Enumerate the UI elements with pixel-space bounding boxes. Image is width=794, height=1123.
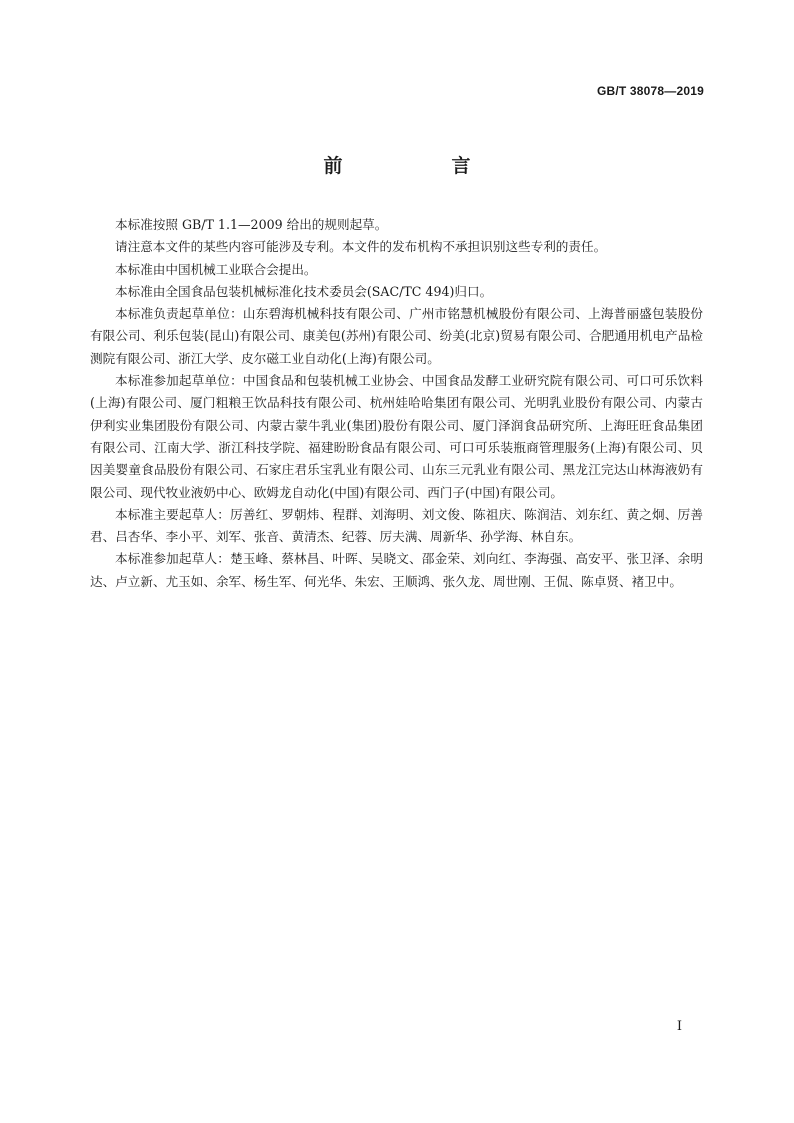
paragraph-participating-drafters: 本标准参加起草人：楚玉峰、蔡林昌、叶晖、吴晓文、邵金荣、刘向红、李海强、高安平、张卫泽、余明达、卢立新、尤玉如、余军、杨生军、何光华、朱宏、王顺鸿、张久龙、周世刚、王侃、陈卓贤、褚卫中。 (90, 551, 703, 589)
paragraph-patent-notice: 请注意本文件的某些内容可能涉及专利。本文件的发布机构不承担识别这些专利的责任。 (115, 239, 607, 255)
page-title: 前 言 (323, 155, 516, 177)
page-number: I (676, 1019, 682, 1034)
paragraph-main-drafters: 本标准主要起草人：厉善红、罗朝炜、程群、刘海明、刘文俊、陈祖庆、陈润洁、刘东红、黄之炯、厉善君、吕杏华、李小平、刘军、张音、黄清杰、纪蓉、厉夫满、周新华、孙学海、林自东。 (90, 506, 703, 545)
paragraph-participating-drafting-units: 本标准参加起草单位：中国食品和包装机械工业协会、中国食品发酵工业研究院有限公司、可口可乐饮料(上海)有限公司、厦门粗粮王饮品科技有限公司、杭州娃哈哈集团有限公司、光明乳业股份有限公司、内蒙古伊利实业集团股份有限公司、内蒙古蒙牛乳业(集团)股份有限公司、厦门泽润食品研究所、上海旺旺食品集团有限公司、江南大学、浙江科技学院、福建盼盼食品有限公司、可口可乐装瓶商管理服务(上海)有限公司、贝因美婴童食品股份有限公司、石家庄君乐宝乳业有限公司、山东三元乳业有限公司、黑龙江完达山林海液奶有限公司、现代牧业液奶中心、欧姆龙自动化(中国)有限公司、西门子(中国)有限公司。 (90, 373, 703, 500)
foreword-body (90, 214, 703, 593)
paragraph-committee: 本标准由全国食品包装机械标准化技术委员会(SAC/TC 494)归口。 (115, 283, 493, 299)
standard-code: GB/T 38078—2019 (596, 84, 704, 98)
paragraph-responsible-drafting-units: 本标准负责起草单位：山东碧海机械科技有限公司、广州市铭慧机械股份有限公司、上海普丽盛包装股份有限公司、利乐包装(昆山)有限公司、康美包(苏州)有限公司、纷美(北京)贸易有限公司、合肥通用机电产品检测院有限公司、浙江大学、皮尔磁工业自动化(上海)有限公司。 (90, 306, 703, 366)
paragraph-drafting-rules: 本标准按照 GB/T 1.1—2009 给出的规则起草。 (115, 217, 388, 232)
paragraph-proposer: 本标准由中国机械工业联合会提出。 (115, 261, 317, 277)
